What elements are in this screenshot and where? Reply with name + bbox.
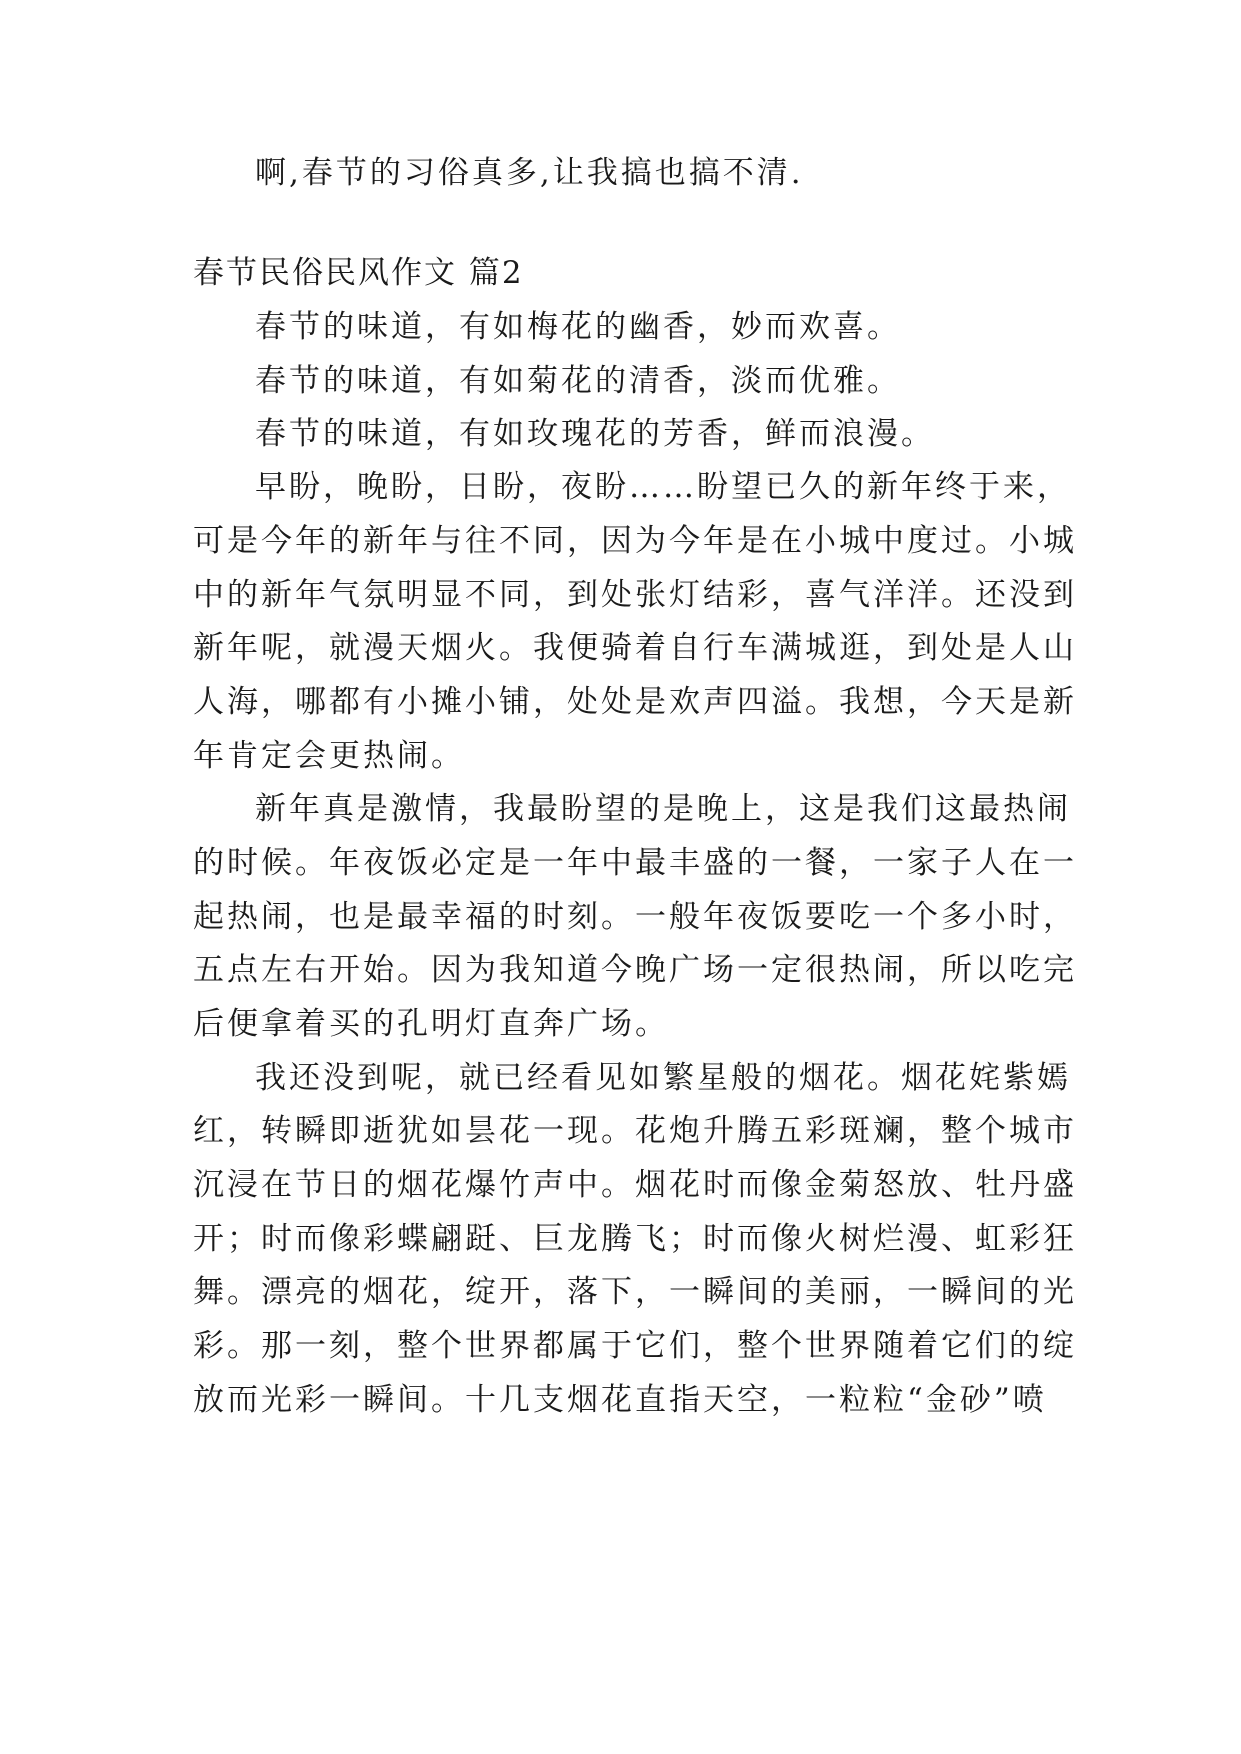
paragraph-line: 早盼，晚盼，日盼，夜盼……盼望已久的新年终于来，	[255, 469, 1071, 505]
paragraph-line: 年肯定会更热闹。	[193, 738, 465, 774]
paragraph-line: 春节的味道，有如菊花的清香，淡而优雅。	[255, 363, 901, 399]
paragraph-line: 人海，哪都有小摊小铺，处处是欢声四溢。我想，今天是新	[193, 684, 1077, 720]
paragraph-line: 起热闹，也是最幸福的时刻。一般年夜饭要吃一个多小时，	[193, 899, 1077, 935]
paragraph-line: 可是今年的新年与往不同，因为今年是在小城中度过。小城	[193, 523, 1077, 559]
paragraph-line: 五点左右开始。因为我知道今晚广场一定很热闹，所以吃完	[193, 952, 1077, 988]
paragraph-line: 舞。漂亮的烟花，绽开，落下，一瞬间的美丽，一瞬间的光	[193, 1274, 1077, 1310]
paragraph-line: 春节的味道，有如玫瑰花的芳香，鲜而浪漫。	[255, 416, 935, 452]
paragraph-line: 放而光彩一瞬间。十几支烟花直指天空，一粒粒“金砂”喷	[193, 1382, 1047, 1418]
paragraph-line: 的时候。年夜饭必定是一年中最丰盛的一餐，一家子人在一	[193, 845, 1077, 881]
section-title: 春节民俗民风作文 篇2	[193, 255, 524, 291]
paragraph-line: 红，转瞬即逝犹如昙花一现。花炮升腾五彩斑斓，整个城市	[193, 1113, 1077, 1149]
paragraph-line: 新年呢，就漫天烟火。我便骑着自行车满城逛，到处是人山	[193, 630, 1077, 666]
paragraph-line: 我还没到呢，就已经看见如繁星般的烟花。烟花姹紫嫣	[255, 1060, 1071, 1096]
paragraph-line: 新年真是激情，我最盼望的是晚上，这是我们这最热闹	[255, 791, 1071, 827]
paragraph-line: 沉浸在节日的烟花爆竹声中。烟花时而像金菊怒放、牡丹盛	[193, 1167, 1077, 1203]
paragraph-line: 春节的味道，有如梅花的幽香，妙而欢喜。	[255, 309, 901, 345]
paragraph-line: 开；时而像彩蝶翩跹、巨龙腾飞；时而像火树烂漫、虹彩狂	[193, 1221, 1077, 1257]
paragraph-line: 中的新年气氛明显不同，到处张灯结彩，喜气洋洋。还没到	[193, 577, 1077, 613]
paragraph-line: 彩。那一刻，整个世界都属于它们，整个世界随着它们的绽	[193, 1328, 1077, 1364]
paragraph-line: 后便拿着买的孔明灯直奔广场。	[193, 1006, 669, 1042]
intro-line: 啊,春节的习俗真多,让我搞也搞不清.	[255, 155, 804, 191]
